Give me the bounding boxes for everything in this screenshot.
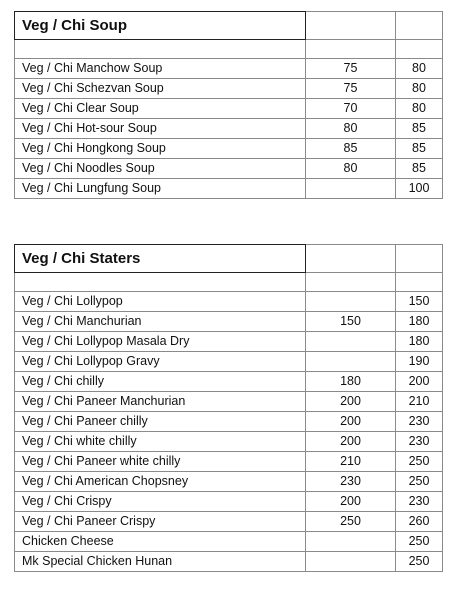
price-half (306, 332, 396, 352)
starters-menu-table (14, 244, 443, 572)
menu-item-row (15, 332, 443, 352)
menu-item-row (15, 412, 443, 432)
price-full: 250 (396, 452, 443, 472)
menu-item-row (15, 452, 443, 472)
price-half: 230 (306, 472, 396, 492)
starters-table-body (15, 245, 443, 572)
item-name: Veg / Chi Hot-sour Soup (15, 119, 306, 139)
price-half (306, 532, 396, 552)
item-name: Veg / Chi Manchurian (15, 312, 306, 332)
price-full: 230 (396, 492, 443, 512)
empty-cell (15, 40, 306, 59)
price-full: 190 (396, 352, 443, 372)
empty-cell (396, 40, 443, 59)
price-full: 85 (396, 119, 443, 139)
section-title-row (15, 12, 443, 40)
menu-item-row (15, 59, 443, 79)
empty-cell (396, 12, 443, 40)
menu-item-row (15, 159, 443, 179)
price-half: 70 (306, 99, 396, 119)
empty-cell (396, 245, 443, 273)
item-name: Veg / Chi Manchow Soup (15, 59, 306, 79)
item-name: Veg / Chi Paneer white chilly (15, 452, 306, 472)
soup-menu-table (14, 11, 443, 199)
empty-cell (306, 273, 396, 292)
price-half: 200 (306, 392, 396, 412)
price-full: 100 (396, 179, 443, 199)
price-full: 250 (396, 552, 443, 572)
price-half: 180 (306, 372, 396, 392)
blank-row (15, 40, 443, 59)
item-name: Veg / Chi Clear Soup (15, 99, 306, 119)
price-full: 180 (396, 332, 443, 352)
soup-table-body (15, 12, 443, 199)
item-name: Veg / Chi Schezvan Soup (15, 79, 306, 99)
price-half: 200 (306, 432, 396, 452)
price-half: 80 (306, 159, 396, 179)
item-name: Veg / Chi Paneer chilly (15, 412, 306, 432)
price-half: 150 (306, 312, 396, 332)
price-half (306, 179, 396, 199)
price-half: 200 (306, 412, 396, 432)
item-name: Veg / Chi Crispy (15, 492, 306, 512)
menu-item-row (15, 352, 443, 372)
menu-item-row (15, 79, 443, 99)
price-full: 85 (396, 159, 443, 179)
price-full: 80 (396, 59, 443, 79)
item-name: Veg / Chi Lollypop Masala Dry (15, 332, 306, 352)
item-name: Veg / Chi Hongkong Soup (15, 139, 306, 159)
price-full: 150 (396, 292, 443, 312)
price-full: 250 (396, 532, 443, 552)
price-full: 260 (396, 512, 443, 532)
menu-item-row (15, 532, 443, 552)
menu-item-row (15, 179, 443, 199)
price-half: 210 (306, 452, 396, 472)
section-title-row (15, 245, 443, 273)
menu-item-row (15, 312, 443, 332)
item-name: Veg / Chi Lungfung Soup (15, 179, 306, 199)
price-half (306, 352, 396, 372)
empty-cell (306, 12, 396, 40)
item-name: Mk Special Chicken Hunan (15, 552, 306, 572)
item-name: Veg / Chi chilly (15, 372, 306, 392)
menu-item-row (15, 552, 443, 572)
price-full: 80 (396, 79, 443, 99)
item-name: Veg / Chi Lollypop (15, 292, 306, 312)
menu-item-row (15, 119, 443, 139)
price-half: 75 (306, 59, 396, 79)
menu-item-row (15, 492, 443, 512)
price-full: 200 (396, 372, 443, 392)
item-name: Veg / Chi Paneer Crispy (15, 512, 306, 532)
empty-cell (396, 273, 443, 292)
menu-item-row (15, 292, 443, 312)
price-half: 75 (306, 79, 396, 99)
item-name: Chicken Cheese (15, 532, 306, 552)
empty-cell (306, 40, 396, 59)
menu-item-row (15, 99, 443, 119)
menu-item-row (15, 139, 443, 159)
price-half: 80 (306, 119, 396, 139)
section-title: Veg / Chi Soup (15, 12, 306, 40)
price-half: 250 (306, 512, 396, 532)
section-title: Veg / Chi Staters (15, 245, 306, 273)
empty-cell (306, 245, 396, 273)
item-name: Veg / Chi American Chopsney (15, 472, 306, 492)
item-name: Veg / Chi Noodles Soup (15, 159, 306, 179)
price-full: 230 (396, 432, 443, 452)
menu-item-row (15, 472, 443, 492)
item-name: Veg / Chi Lollypop Gravy (15, 352, 306, 372)
price-full: 80 (396, 99, 443, 119)
menu-item-row (15, 392, 443, 412)
price-full: 180 (396, 312, 443, 332)
price-full: 210 (396, 392, 443, 412)
menu-item-row (15, 512, 443, 532)
price-full: 230 (396, 412, 443, 432)
price-half (306, 552, 396, 572)
item-name: Veg / Chi white chilly (15, 432, 306, 452)
item-name: Veg / Chi Paneer Manchurian (15, 392, 306, 412)
price-half: 200 (306, 492, 396, 512)
empty-cell (15, 273, 306, 292)
price-full: 85 (396, 139, 443, 159)
price-half: 85 (306, 139, 396, 159)
menu-item-row (15, 372, 443, 392)
price-full: 250 (396, 472, 443, 492)
menu-item-row (15, 432, 443, 452)
price-half (306, 292, 396, 312)
blank-row (15, 273, 443, 292)
